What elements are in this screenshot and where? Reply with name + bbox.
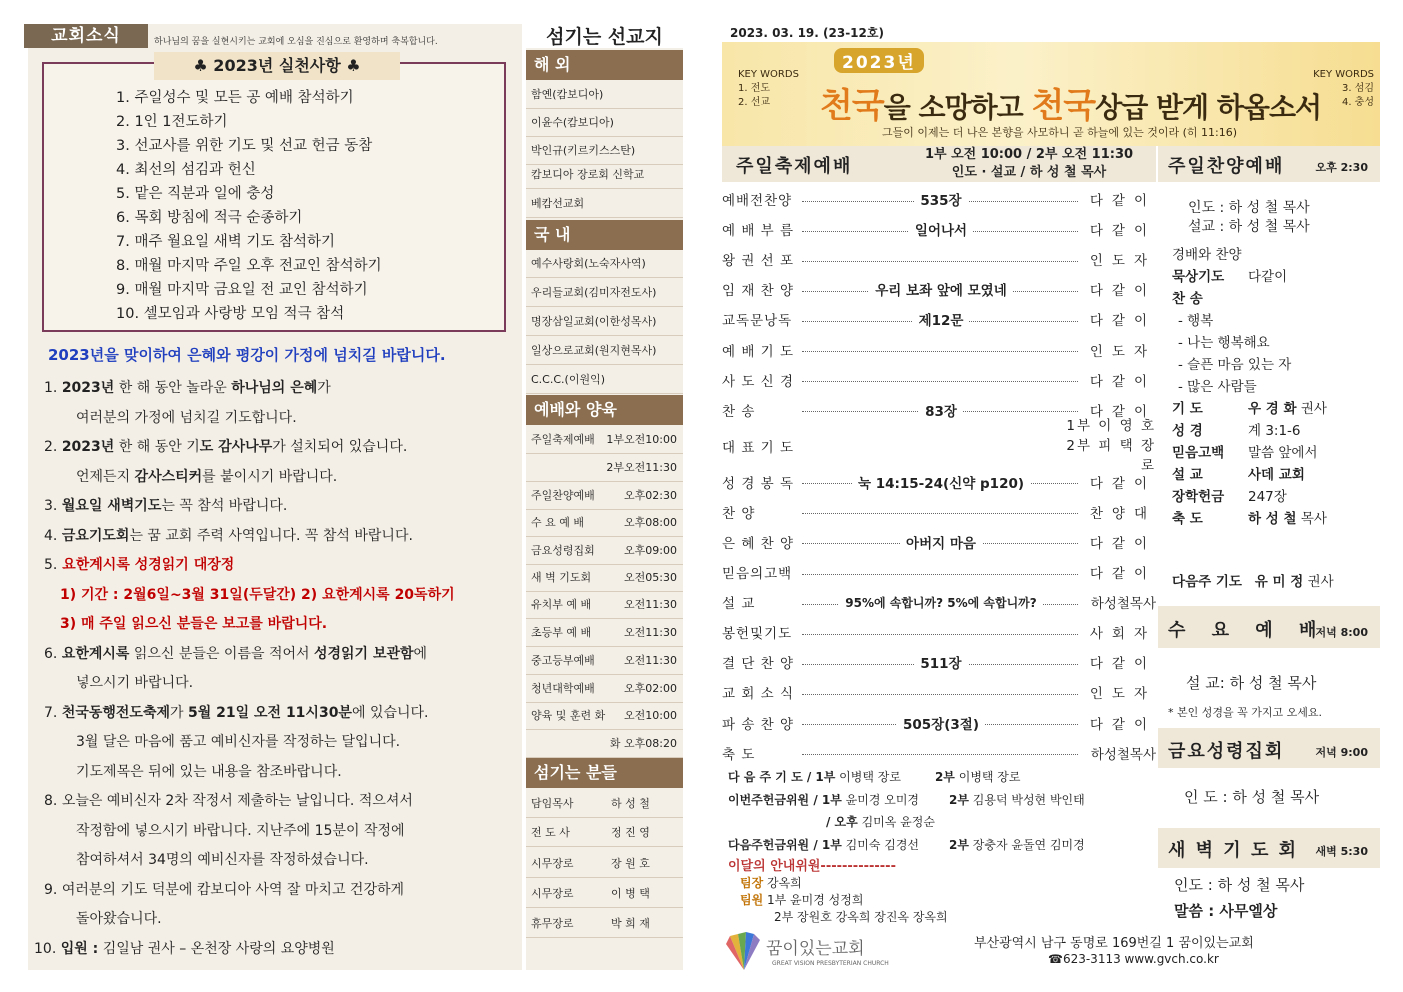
- missions-title: 섬기는 선교지: [546, 26, 663, 48]
- domestic-heading: 국 내: [526, 220, 683, 250]
- dawn-word: 말씀 : 사무엘상: [1174, 902, 1278, 920]
- order-row: 임 재 찬 양 우리 보좌 앞에 모였네 다같이: [722, 274, 1156, 304]
- news-item: 6. 요한계시록 읽으신 분들은 이름을 적어서 성경읽기 보관함에: [44, 645, 428, 662]
- practice-item: 1. 주일성수 및 모든 공 예배 참석하기: [116, 90, 354, 106]
- keywords-right: KEY WORDS 3. 섬김 4. 충성: [1313, 69, 1374, 108]
- news-item-cont: 여러분의 가정에 넘치길 기도합니다.: [76, 409, 297, 426]
- news-list: [34, 374, 514, 964]
- overseas-heading: 해 외: [526, 50, 683, 80]
- news-item-cont: 언제든지 감사스티커를 붙이시기 바랍니다.: [76, 468, 338, 485]
- order-row: 예배전찬양 535장 다같이: [722, 184, 1156, 214]
- order-row: 교독문낭독 제12문 다같이: [722, 304, 1156, 334]
- ushers: 이달의 안내위원-------------- 팀장 강옥희 팀원 1부 윤미경 성정희 2부 장원호 강옥희 장진옥 장옥희: [728, 859, 948, 924]
- practice-item: 7. 매주 월요일 새벽 기도 참석하기: [116, 234, 335, 250]
- news-item: 4. 금요기도회는 꿈 교회 주력 사역입니다. 꼭 참석 바랍니다.: [44, 527, 413, 544]
- order-row: 성 경 봉 독 눅 14:15-24(신약 p120) 다같이: [722, 467, 1156, 497]
- friday-leader: 인 도 : 하 성 철 목사: [1184, 788, 1320, 806]
- mission-item: 베캄선교회: [526, 190, 683, 218]
- mission-item: 박인규(키르키스스탄): [526, 137, 683, 165]
- banner-verse: 그들이 이제는 더 나은 본향을 사모하니 곧 하늘에 있는 것이라 (히 11:16): [882, 126, 1238, 139]
- order-of-worship: [722, 184, 1156, 768]
- practice-item: 8. 매월 마지막 주일 오후 전교인 참석하기: [116, 258, 382, 274]
- news-item: 5. 요한계시록 성경읽기 대장정: [44, 557, 235, 573]
- praise-leader: 인도 : 하 성 철 목사: [1188, 200, 1310, 216]
- servants-heading: 섬기는 분들: [526, 758, 683, 788]
- servant-row: 휴무장로 박 희 재: [526, 910, 683, 938]
- mission-item: 이윤수(캄보디아): [526, 109, 683, 137]
- news-item: 9. 여러분의 기도 덕분에 캄보디아 사역 잘 마치고 건강하게: [44, 881, 405, 898]
- church-logo: 꿈이있는교회 GREAT VISION PRESBYTERIAN CHURCH: [724, 930, 904, 974]
- blessing-heading: 2023년을 맞이하여 은혜와 평강이 가정에 넘치길 바랍니다.: [48, 346, 446, 364]
- order-row: 사 도 신 경 다같이: [722, 365, 1156, 395]
- order-row: 예 배 부 름 일어나서 다같이: [722, 214, 1156, 244]
- news-item: 3. 월요일 새벽기도는 꼭 참석 바랍니다.: [44, 498, 288, 514]
- order-row: 믿음의고백 다같이: [722, 557, 1156, 587]
- schedule-row: 화 오후08:20: [526, 730, 683, 758]
- order-row: 찬 양 찬양대: [722, 497, 1156, 527]
- news-item: 8. 오늘은 예비신자 2차 작정서 제출하는 날입니다. 적으셔서: [44, 793, 413, 809]
- praise-preacher: 설교 : 하 성 철 목사: [1188, 219, 1310, 235]
- order-row: 축 도 하성철목사: [722, 738, 1156, 768]
- order-row: 교 회 소 식 인도자: [722, 677, 1156, 707]
- servant-row: 시무장로 장 원 호: [526, 850, 683, 878]
- practice-item: 9. 매월 마지막 금요일 전 교인 참석하기: [116, 282, 368, 298]
- news-item-cont: 작정함에 넣으시기 바랍니다. 지난주에 15분이 작정에: [76, 822, 405, 839]
- news-item: 1. 2023년 한 해 동안 놀라운 하나님의 은혜가: [44, 380, 331, 396]
- order-row: 파 송 찬 양 505장(3절) 다같이: [722, 708, 1156, 738]
- schedule-row: 주일찬양예배 오후02:30: [526, 482, 683, 510]
- roster-row: 다 음 주 기 도 / 1부 이병택 장로 2부 이병택 장로: [728, 770, 1021, 784]
- news-item: 10. 입원 : 김일남 권사 – 온천장 사랑의 요양병원: [34, 940, 335, 957]
- mission-item: 캄보디아 장로회 신학교: [526, 161, 683, 189]
- issue-date: 2023. 03. 19. (23-12호): [730, 26, 884, 40]
- news-item-cont: 1) 기간 : 2월6일~3월 31일(두달간) 2) 요한계시록 20독하기: [60, 586, 455, 603]
- banner-motto: 천국을 소망하고 천국상급 받게 하옵소서: [820, 86, 1322, 126]
- roster-row: 이번주헌금위원 / 1부 윤미경 오미경 2부 김용덕 박성현 박인태: [728, 792, 1085, 807]
- schedule-row: 초등부 예 배 오전11:30: [526, 619, 683, 647]
- practice-list: [116, 86, 382, 326]
- mission-item: 일상으로교회(원지현목사): [526, 337, 683, 365]
- service-time: 1부 오전 10:00 / 2부 오전 11:30 인도 · 설교 / 하 성 철 목사: [924, 147, 1134, 180]
- practice-item: 4. 최선의 섬김과 헌신: [116, 162, 256, 178]
- order-row: 설 교 95%에 속합니까? 5%에 속합니까? 하성철목사: [722, 587, 1156, 617]
- news-item: 7. 천국동행전도축제가 5월 21일 오전 11시30분에 있습니다.: [44, 704, 429, 721]
- praise-service-header: 주일찬양예배 오후 2:30: [1158, 146, 1380, 182]
- order-row: 은 혜 찬 양 아버지 마음 다같이: [722, 527, 1156, 557]
- order-row: 왕 권 선 포 인도자: [722, 244, 1156, 274]
- servant-row: 전 도 사 정 진 영: [526, 819, 683, 847]
- practice-item: 5. 맡은 직분과 일에 충성: [116, 186, 275, 202]
- news-item-cont: 넣으시기 바랍니다.: [76, 675, 194, 691]
- practice-item: 10. 셀모임과 사랑방 모임 적극 참석: [116, 306, 345, 322]
- service-name: 주일축제예배: [736, 156, 853, 177]
- church-contact: ☎623-3113 www.gvch.co.kr: [1048, 952, 1219, 966]
- keywords-left: KEY WORDS 1. 전도 2. 선교: [738, 69, 799, 108]
- schedule-row: 청년대학예배 오후02:00: [526, 675, 683, 703]
- news-item: 2. 2023년 한 해 동안 기도 감사나무가 설치되어 있습니다.: [44, 439, 408, 455]
- praise-order: 경배와 찬양 묵상기도 다같이 찬 송 - 행복 - 나는 행복해요 - 슬픈 마음 있는 자 - 많은 사람들 기 도 우 경 화 권사 성 경 계 3:1-6 믿음고백 말씀 앞에서 설 교 사데 교회 장학헌금 247장 축 도 하 성 철 목사: [1172, 247, 1327, 527]
- mission-item: 함옌(캄보디아): [526, 81, 683, 109]
- schedule-row: 중고등부예배 오전11:30: [526, 647, 683, 675]
- schedule-row: 주일축제예배 1부오전10:00: [526, 426, 683, 454]
- dawn-leader: 인도 : 하 성 철 목사: [1174, 876, 1305, 894]
- practice-item: 3. 선교사를 위한 기도 및 선교 헌금 동참: [116, 138, 373, 154]
- schedule-row: 금요성령집회 오후09:00: [526, 537, 683, 565]
- schedule-row: 2부오전11:30: [526, 454, 683, 482]
- practice-item: 6. 목회 방침에 적극 순종하기: [116, 210, 303, 226]
- news-item-cont: 참여하셔서 34명의 예비신자를 작정하셨습니다.: [76, 852, 369, 868]
- news-item-cont: 3) 매 주일 읽으신 분들은 보고를 바랍니다.: [60, 616, 328, 632]
- dawn-header: 새 벽 기 도 회 새벽 5:30: [1158, 828, 1380, 868]
- schedule-row: 양육 및 훈련 화 오전10:00: [526, 702, 683, 730]
- practice-title: ♣ 2023년 실천사항 ♣: [154, 52, 400, 80]
- welcome-text: 하나님의 꿈을 실현시키는 교회에 오심을 진심으로 환영하며 축복합니다.: [154, 37, 438, 47]
- order-row: 봉헌및기도 사회자: [722, 617, 1156, 647]
- practice-item: 2. 1인 1전도하기: [116, 114, 228, 130]
- next-prayer: 다음주 기도 유 미 정 권사: [1172, 574, 1334, 590]
- friday-header: 금요성령집회 저녁 9:00: [1158, 728, 1380, 768]
- roster-row: / 오후 김미옥 윤정순: [826, 815, 935, 829]
- motto-banner: [722, 42, 1380, 146]
- order-row: 결 단 찬 양 511장 다같이: [722, 647, 1156, 677]
- roster: [728, 766, 1085, 856]
- main-service-header: [722, 146, 1156, 182]
- roster-row: 다음주헌금위원 / 1부 김미숙 김경선 2부 장충자 윤돌연 김미경: [728, 837, 1085, 852]
- church-logo-icon: [724, 930, 764, 974]
- church-address: 부산광역시 남구 동명로 169번길 1 꿈이있는교회: [974, 936, 1254, 951]
- worship-heading: 예배와 양육: [526, 395, 683, 425]
- news-item-cont: 기도제목은 뒤에 있는 내용을 참조바랍니다.: [76, 763, 342, 780]
- schedule-row: 새 벽 기도회 오전05:30: [526, 564, 683, 592]
- order-row: 찬 송 83장 다같이: [722, 395, 1156, 425]
- mission-item: 우리들교회(김미자전도사): [526, 279, 683, 307]
- mission-item: 명장삼일교회(이한성목사): [526, 308, 683, 336]
- servant-row: 시무장로 이 병 택: [526, 880, 683, 908]
- order-row-prayer: 대 표 기 도 1부 이 영 호 2부 피 택 장 로: [722, 417, 1156, 474]
- news-tab: 교회소식: [24, 24, 148, 48]
- mission-item: C.C.C.(이원익): [526, 366, 683, 394]
- wednesday-preacher: 설 교: 하 성 철 목사: [1186, 674, 1317, 692]
- servant-row: 담임목사 하 성 철: [526, 790, 683, 818]
- news-item-cont: 3월 달은 마음에 품고 예비신자를 작정하는 달입니다.: [76, 734, 401, 750]
- order-row: 예 배 기 도 인도자: [722, 334, 1156, 364]
- wednesday-header: 수 요 예 배 저녁 8:00: [1158, 606, 1380, 648]
- schedule-row: 수 요 예 배 오후08:00: [526, 509, 683, 537]
- wednesday-note: * 본인 성경을 꼭 가지고 오세요.: [1168, 706, 1322, 719]
- banner-year: 2023년: [834, 48, 924, 73]
- schedule-row: 유치부 예 배 오전11:30: [526, 591, 683, 619]
- mission-item: 예수사랑회(노숙자사역): [526, 250, 683, 278]
- news-item-cont: 돌아왔습니다.: [76, 911, 162, 927]
